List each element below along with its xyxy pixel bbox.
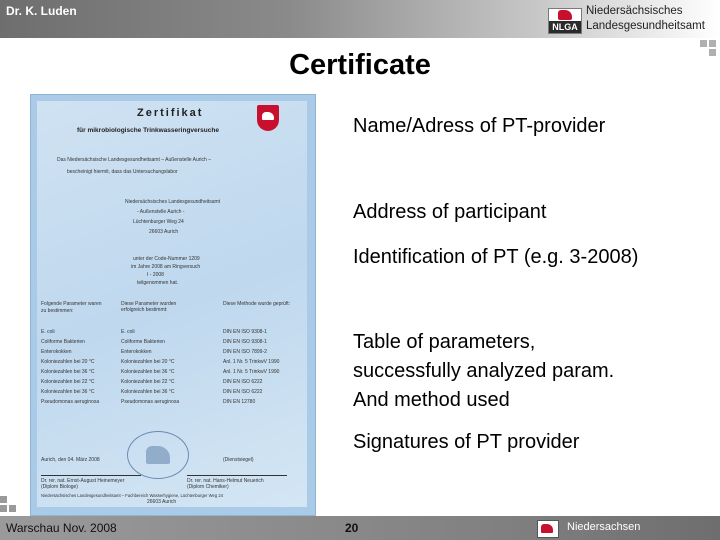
certificate-line: DIN EN ISO 6222 — [223, 389, 263, 395]
certificate-line: Enterokokken — [121, 349, 152, 355]
certificate-line: Coliforme Bakterien — [121, 339, 165, 345]
certificate-line: Niedersächsisches Landesgesundheitsamt – Fachbereich Wasserhygiene, Lüchtenburger Weg 24 — [41, 493, 224, 498]
certificate-line: DIN EN ISO 9308-1 — [223, 339, 267, 345]
annotation-parameters-line1: Table of parameters, — [353, 331, 536, 353]
certificate-line: Koloniezahlen bei 36 °C — [41, 389, 95, 395]
certificate-line: Das Niedersächsische Landesgesundheitsamt – Außenstelle Aurich – — [57, 157, 211, 163]
footer-brand: Niedersachsen — [567, 521, 641, 533]
certificate-line: DIN EN 12780 — [223, 399, 256, 405]
certificate-line: DIN EN ISO 7899-2 — [223, 349, 267, 355]
certificate-line: unter der Code-Nummer 1209 — [133, 256, 200, 262]
signature-line — [41, 475, 141, 476]
certificate-line: teilgenommen hat. — [137, 280, 179, 286]
certificate-line: Koloniezahlen bei 36 °C — [121, 389, 175, 395]
certificate-line: Diese Methode wurde geprüft: — [223, 301, 290, 307]
official-seal — [127, 431, 189, 479]
page-number: 20 — [345, 521, 359, 535]
certificate-line: Koloniezahlen bei 22 °C — [121, 379, 175, 385]
horse-icon — [262, 112, 274, 120]
annotation-participant: Address of participant — [353, 201, 547, 223]
certificate-line: Koloniezahlen bei 36 °C — [121, 369, 175, 375]
certificate-line: Enterokokken — [41, 349, 72, 355]
certificate-heading: Zertifikat — [137, 107, 204, 119]
certificate-line: Diese Parameter wurden erfolgreich bestimmt: — [121, 301, 177, 313]
certificate-line: Aurich, den 04. März 2008 — [41, 457, 100, 463]
slide-title: Certificate — [289, 49, 431, 81]
certificate-line: Pseudomonas aeruginosa — [121, 399, 180, 405]
certificate-line: DIN EN ISO 9308-1 — [223, 329, 267, 335]
certificate-line: zu bestimmen: — [41, 308, 74, 314]
footer-bar — [0, 516, 720, 540]
lower-saxony-crest-icon — [257, 105, 279, 131]
org-name-line1: Niedersächsisches — [586, 5, 683, 17]
nlga-abbrev: NLGA — [549, 21, 581, 33]
certificate-line: Folgende Parameter waren — [41, 301, 102, 307]
certificate-line: (Diplom Biologe) — [41, 484, 78, 490]
header-bar — [0, 0, 720, 38]
certificate-line: Coliforme Bakterien — [41, 339, 85, 345]
certificate-line: Lüchtenburger Weg 24 — [133, 219, 184, 225]
certificate-line: 26603 Aurich — [149, 229, 179, 235]
annotation-signatures: Signatures of PT provider — [353, 431, 580, 453]
nlga-logo — [548, 3, 718, 35]
certificate-line: (Dienstsiegel) — [223, 457, 254, 463]
annotation-parameters-line2: successfully analyzed param. — [353, 360, 615, 382]
certificate-line: I - 2008 — [147, 272, 164, 278]
certificate-line: bescheinigt hiermit, dass das Untersuchungslabor — [67, 169, 178, 175]
annotation-parameters-line3: And method used — [353, 389, 510, 411]
nlga-logo-icon — [548, 8, 582, 34]
annotation-provider: Name/Adress of PT-provider — [353, 115, 606, 137]
org-name-line2: Landesgesundheitsamt — [586, 20, 705, 32]
lower-saxony-horse-icon — [537, 520, 559, 538]
certificate-line: Koloniezahlen bei 36 °C — [41, 369, 95, 375]
certificate-line: im Jahre 2008 am Ringversuch — [131, 264, 201, 270]
certificate-paper — [37, 101, 307, 507]
decorative-squares-icon — [0, 496, 20, 516]
certificate-line: Pseudomonas aeruginosa — [41, 399, 100, 405]
certificate-line: Dr. rer. nat. Ernst-August Heinemeyer — [41, 478, 125, 484]
certificate-line: 26603 Aurich — [147, 499, 177, 505]
certificate-line: Koloniezahlen bei 20 °C — [41, 359, 95, 365]
author-name: Dr. K. Luden — [6, 4, 77, 18]
certificate-line: E. coli — [121, 329, 135, 335]
certificate-line: - Außenstelle Aurich - — [137, 209, 185, 215]
horse-icon — [558, 10, 572, 20]
certificate-line: Koloniezahlen bei 22 °C — [41, 379, 95, 385]
signature-line — [187, 475, 287, 476]
horse-icon — [146, 446, 170, 464]
certificate-line: Dr. rer. nat. Hans-Helmut Neuerich — [187, 478, 264, 484]
certificate-line: DIN EN ISO 6222 — [223, 379, 263, 385]
annotation-pt-id: Identification of PT (e.g. 3-2008) — [353, 246, 639, 268]
certificate-line: Anl. 1 Nr. 5 TrinkwV 1990 — [223, 359, 280, 365]
certificate-line: Koloniezahlen bei 20 °C — [121, 359, 175, 365]
certificate-line: (Diplom Chemiker) — [187, 484, 229, 490]
footer-date: Warschau Nov. 2008 — [6, 521, 117, 535]
certificate-image — [30, 94, 316, 516]
certificate-line: E. coli — [41, 329, 55, 335]
certificate-line: Niedersächsisches Landesgesundheitsamt — [125, 199, 221, 205]
certificate-line: Anl. 1 Nr. 5 TrinkwV 1990 — [223, 369, 280, 375]
certificate-subheading: für mikrobiologische Trinkwasseringversuche — [77, 127, 219, 134]
